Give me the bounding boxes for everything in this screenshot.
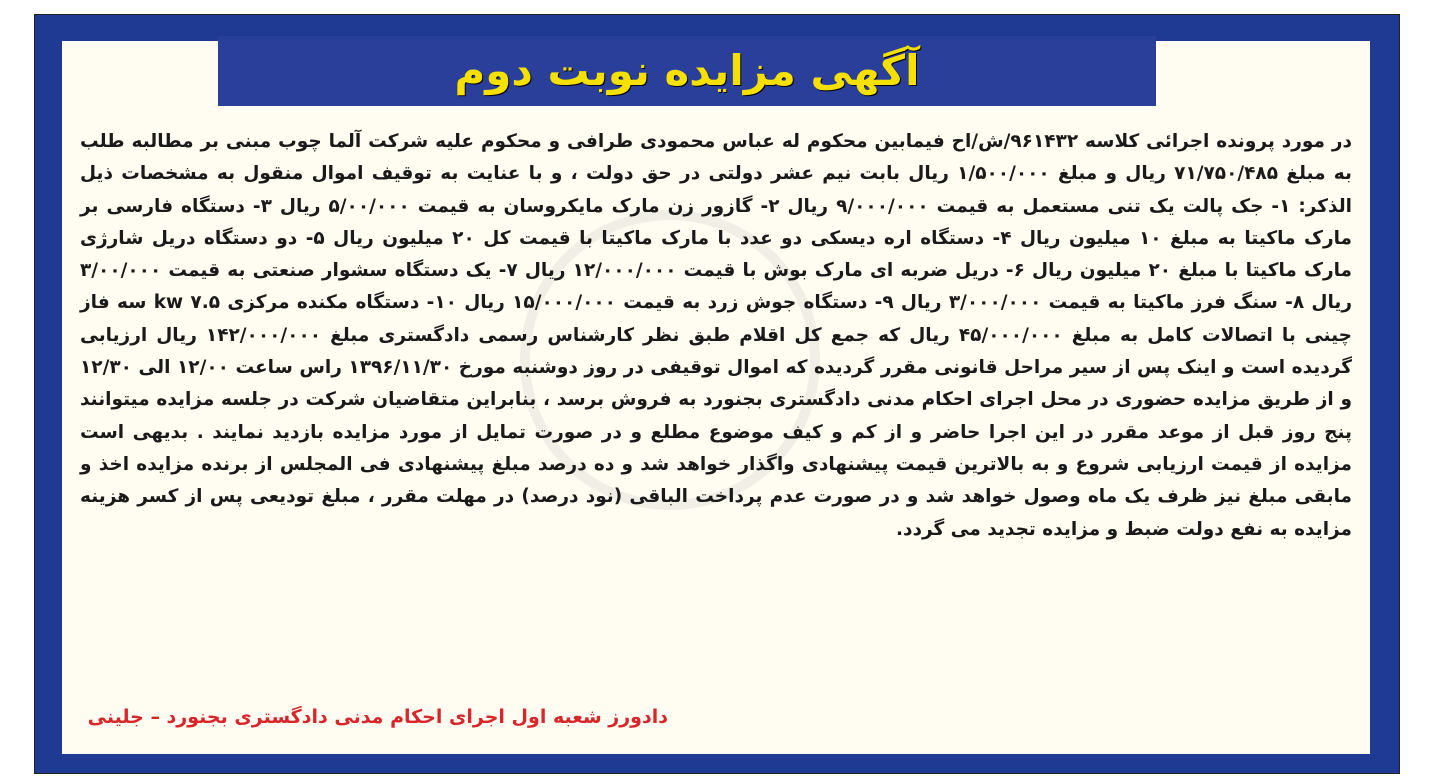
title-banner bbox=[218, 36, 1156, 106]
notice-signature: دادورز شعبه اول اجرای احکام مدنی دادگستری بجنورد – جلینی bbox=[87, 706, 668, 728]
notice-body: در مورد پرونده اجرائی کلاسه ۹۶۱۴۳۲/ش/اح فیمابین محکوم له عباس محمودی طرافی و محکوم علیه شرکت آلما چوب مبنی بر مطالبه طلب به مبلغ ۷۱/۷۵۰/۴۸۵ ریال و مبلغ ۱/۵۰۰/۰۰۰ ریال بابت نیم عشر دولتی در حق دولت ، و با عنایت به توقیف اموال منقول به مشخصات ذیل الذکر: ۱- جک پالت یک تنی مستعمل به قیمت ۹/۰۰۰/۰۰۰ ریال ۲- گازور زن مارک مایکروسان به قیمت ۵/۰۰/۰۰۰ ریال ۳- دستگاه فارسی بر مارک ماکیتا به مبلغ ۱۰ میلیون ریال ۴- دستگاه اره دیسکی دو عدد با مارک ماکیتا با قیمت کل ۲۰ میلیون ریال ۵- دو دستگاه دریل شارژی مارک ماکیتا با مبلغ ۲۰ میلیون ریال ۶- دریل ضربه ای مارک بوش با قیمت ۱۲/۰۰۰/۰۰۰ ریال ۷- یک دستگاه سشوار صنعتی به قیمت ۳/۰۰/۰۰۰ ریال ۸- سنگ فرز ماکیتا به قیمت ۳/۰۰۰/۰۰۰ ریال ۹- دستگاه جوش زرد به قیمت ۱۵/۰۰۰/۰۰۰ ریال ۱۰- دستگاه مکنده مرکزی ۷.۵ kw سه فاز چینی با اتصالات کامل به مبلغ ۴۵/۰۰۰/۰۰۰ ریال که جمع کل اقلام طبق نظر کارشناس رسمی دادگستری مبلغ ۱۴۲/۰۰۰/۰۰۰ ریال ارزیابی گردیده است و اینک پس از سیر مراحل قانونی مقرر گردیده که اموال توقیفی در روز دوشنبه مورخ ۱۳۹۶/۱۱/۳۰ راس ساعت ۱۲/۰۰ الی ۱۲/۳۰ و از طریق مزایده حضوری در محل اجرای احکام مدنی دادگستری بجنورد به فروش برسد ، بنابراین متقاضیان شرکت در جلسه مزایده میتوانند پنج روز قبل از موعد مقرر در این اجرا حاضر و از کم و کیف موضوع مطلع و در صورت تمایل از مورد مزایده بازدید نمایند . بدیهی است مزایده از قیمت ارزیابی شروع و به بالاترین قیمت پیشنهادی واگذار خواهد شد و ده درصد مبلغ پیشنهادی فی المجلس از برنده مزایده اخذ و مابقی مبلغ نیز ظرف یک ماه وصول خواهد شد و در صورت عدم پرداخت الباقی (نود درصد) در مهلت مقرر ، مبلغ تودیعی پس از کسر هزینه مزایده به نفع دولت ضبط و مزایده تجدید می گردد. bbox=[80, 131, 1353, 540]
notice-title: آگهی مزایده نوبت دوم bbox=[454, 46, 920, 95]
